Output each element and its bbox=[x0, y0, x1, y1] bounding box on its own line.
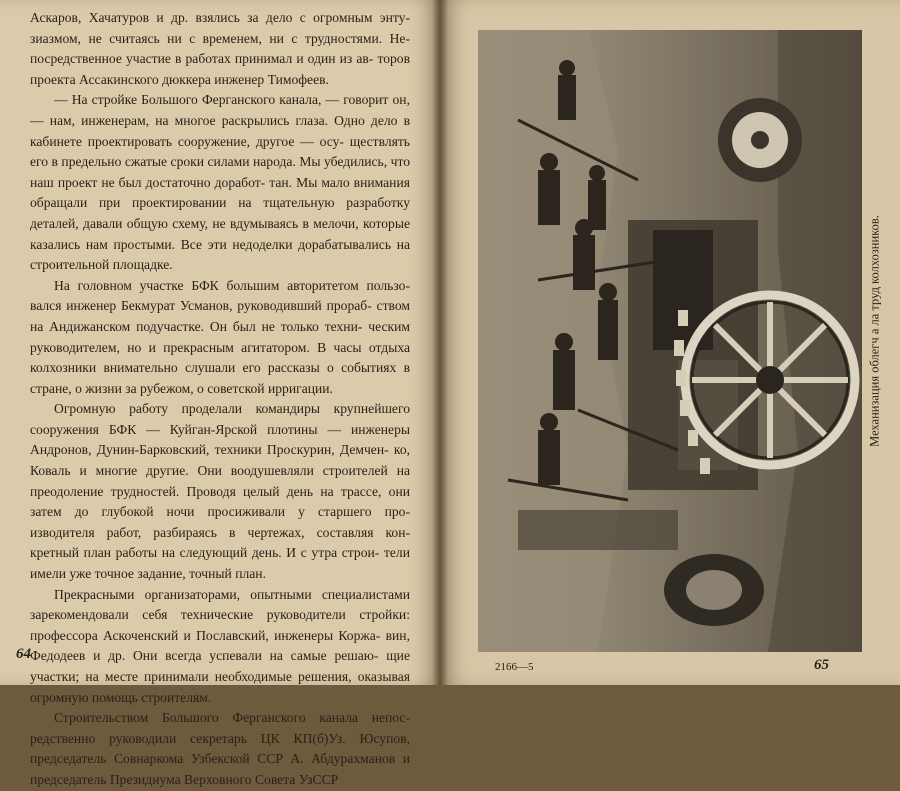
print-code: 2166—5 bbox=[495, 661, 534, 673]
text-paragraph bbox=[30, 8, 410, 90]
text-line: ко, Коваль и многие другие. Они воодушевляли строителей bbox=[30, 442, 411, 479]
text-line: эти недоделки дорабатывались на строительной площадке. bbox=[30, 236, 410, 273]
text-line: о событиях в стране, о жизни за рубежом, о советской bbox=[30, 360, 410, 396]
text-paragraph bbox=[30, 276, 410, 400]
text-line: вдумываясь в мелочи, которые казались нам простыми. Все bbox=[30, 215, 410, 252]
right-page-number: 65 bbox=[814, 657, 829, 673]
text-line: ществлять его в предельно сжатые сроки силами народа. bbox=[30, 133, 410, 170]
text-line: тан. Мы мало внимания обращали при проектировании на bbox=[30, 174, 410, 211]
text-paragraph bbox=[30, 399, 410, 584]
text-line: председатель Совнаркома Узбекской ССР А. Абдурахманов bbox=[30, 751, 396, 767]
text-line: посредственное участие в работах принимал и один из ав- bbox=[30, 51, 374, 67]
text-line: торов проекта Ассакинского дюккера инженер Тимофеев. bbox=[30, 51, 411, 87]
text-line: На головном участке БФК большим авторитетом пользо- bbox=[54, 277, 410, 293]
text-paragraph bbox=[30, 90, 410, 275]
text-line: щие участки; на месте принимали необходимые решения, bbox=[30, 648, 410, 684]
photo-caption: Механизация облегч а ла труд колхозников. bbox=[867, 215, 882, 447]
text-line: Огромную работу проделали командиры крупнейшего bbox=[54, 401, 410, 417]
text-line: зарекомендовали себя технические руководители стройки: bbox=[30, 607, 410, 623]
book-gutter bbox=[432, 0, 448, 685]
text-line: Прекрасными организаторами, опытными специалистами bbox=[54, 586, 410, 602]
text-line: и председатель Президиума Верховного Совета УзССР bbox=[30, 751, 410, 787]
text-line: часы отдыха колхозники внимательно слушали его рассказы bbox=[30, 339, 410, 376]
text-line: тщательную разработку деталей, давали общую схему, не bbox=[30, 195, 410, 231]
text-line: кретный план работы на следующий день. И с утра строи- bbox=[30, 545, 380, 561]
left-page bbox=[0, 0, 440, 787]
left-page-number: 64 bbox=[16, 646, 31, 662]
text-line: Мы убедились, что наш проект не был достаточно доработ- bbox=[30, 154, 410, 190]
left-page-text bbox=[30, 8, 410, 791]
text-line: тели имели уже точное задание, точный план. bbox=[30, 545, 410, 582]
text-line: профессора Аскоченский и Пославский, инженеры Коржа- bbox=[30, 627, 381, 643]
text-line: редственно руководили секретарь ЦК КП(б)Уз. Юсупов, bbox=[30, 730, 410, 746]
text-paragraph bbox=[30, 585, 410, 709]
text-line: ирригации. bbox=[267, 380, 333, 396]
tractor-photo-illustration bbox=[478, 30, 862, 652]
tractor-photograph bbox=[478, 30, 862, 652]
text-line: он, — нам, инженерам, на многое раскрылись глаза. Одно bbox=[30, 92, 410, 128]
text-line: вин, Федодеев и др. Они всегда успевали на самые решаю- bbox=[30, 627, 410, 664]
text-line: дело в кабинете проектировать сооружение, другое — осу- bbox=[30, 112, 410, 149]
text-line: они затем до глубокой ночи просиживали у старшего про- bbox=[30, 483, 410, 520]
text-line: вался инженер Бекмурат Усманов, руководивший прораб- bbox=[30, 298, 372, 314]
text-paragraph bbox=[30, 708, 410, 790]
text-line: зиазмом, не считаясь ни с временем, ни с трудностями. Не- bbox=[30, 30, 410, 46]
text-line: — На стройке Большого Ферганского канала, — говорит bbox=[54, 92, 389, 108]
text-line: оказывая огромную помощь строителям. bbox=[30, 669, 410, 705]
text-line: ством на Андижанском подучастке. Он был не только техни- bbox=[30, 298, 410, 334]
text-line: Аскаров, Хачатуров и др. взялись за дело с огромным энту- bbox=[30, 10, 410, 25]
text-line: Строительством Большого Ферганского канала непос- bbox=[54, 710, 410, 726]
text-line: на преодоление трудностей. Проводя целый день на трассе, bbox=[30, 463, 410, 499]
text-line: сооружения БФК — Куйган-Ярской плотины — инженеры bbox=[30, 421, 410, 437]
text-line: изводителя работ, разбираясь в чертежах, составляя кон- bbox=[30, 524, 410, 540]
text-line: Андронов, Дунин-Барковский, техники Проскурин, Демчен- bbox=[30, 442, 389, 458]
text-line: ческим руководителем, но и прекрасным агитатором. В bbox=[30, 318, 410, 355]
